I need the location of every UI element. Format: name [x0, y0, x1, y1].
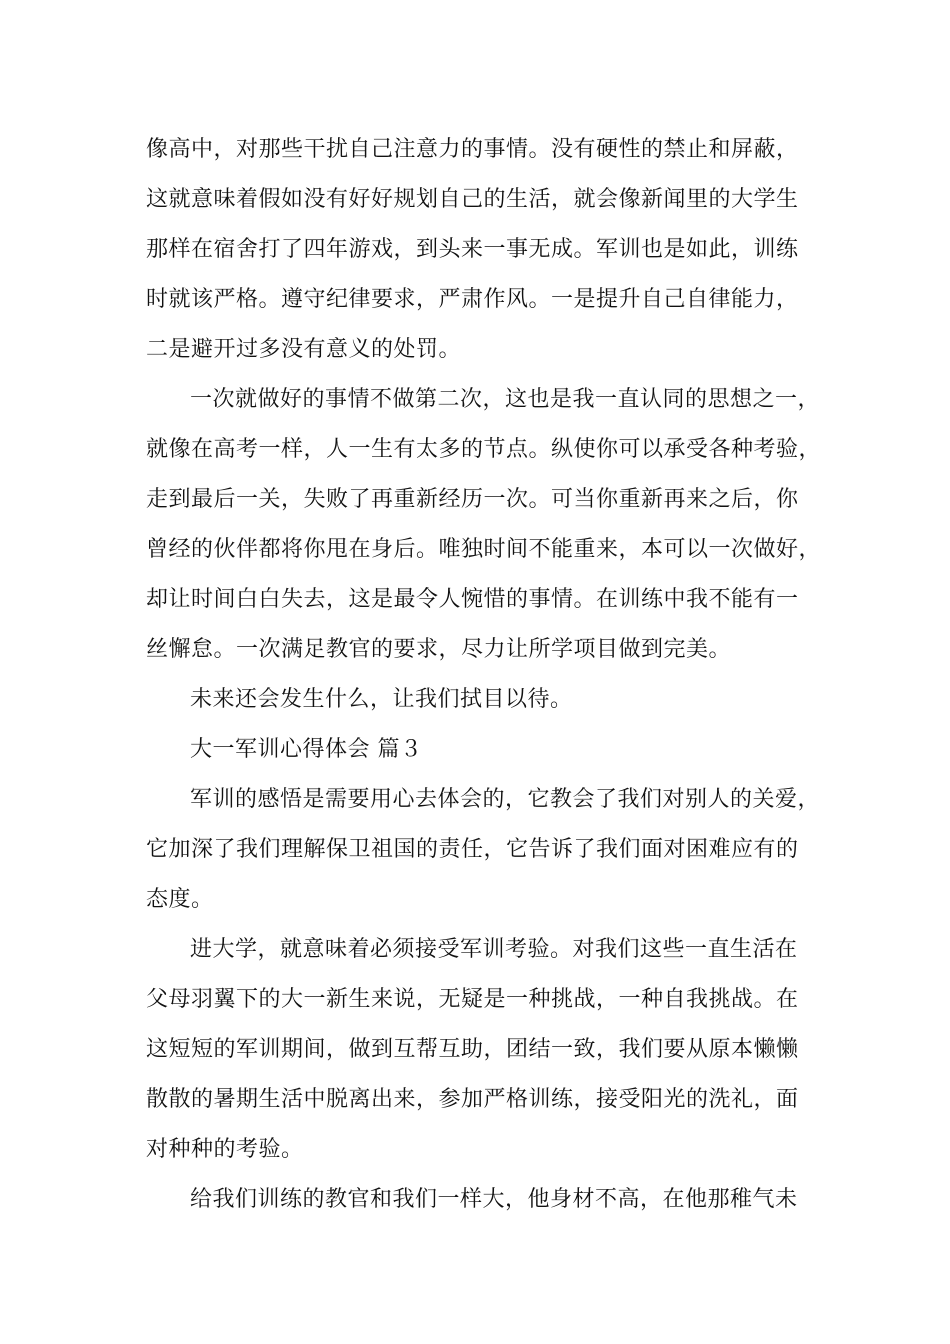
text-line: 对种种的考验。 [146, 1137, 304, 1162]
text-line: 就像在高考一样，人一生有太多的节点。纵使你可以承受各种考验， [146, 437, 822, 462]
text-line: 散散的暑期生活中脱离出来，参加严格训练，接受阳光的洗礼，面 [146, 1087, 799, 1112]
text-line: 这短短的军训期间，做到互帮互助，团结一致，我们要从原本懒懒 [146, 1037, 799, 1062]
text-line: 像高中，对那些干扰自己注意力的事情。没有硬性的禁止和屏蔽， [146, 137, 799, 162]
text-line: 走到最后一关，失败了再重新经历一次。可当你重新再来之后，你 [146, 487, 799, 512]
paragraph-first-line: 未来还会发生什么，让我们拭目以待。 [190, 687, 573, 712]
text-line: 丝懈怠。一次满足教官的要求，尽力让所学项目做到完美。 [146, 637, 732, 662]
text-line: 它加深了我们理解保卫祖国的责任，它告诉了我们面对困难应有的 [146, 837, 799, 862]
paragraph-first-line: 进大学，就意味着必须接受军训考验。对我们这些一直生活在 [190, 937, 798, 962]
text-line: 时就该严格。遵守纪律要求，严肃作风。一是提升自己自律能力， [146, 287, 799, 312]
paragraph-first-line: 一次就做好的事情不做第二次，这也是我一直认同的思想之一， [190, 387, 821, 412]
paragraph-first-line: 军训的感悟是需要用心去体会的，它教会了我们对别人的关爱， [190, 787, 821, 812]
text-line: 曾经的伙伴都将你甩在身后。唯独时间不能重来，本可以一次做好， [146, 537, 822, 562]
section-heading: 大一军训心得体会 篇３ [190, 737, 423, 762]
text-line: 二是避开过多没有意义的处罚。 [146, 337, 462, 362]
text-line: 父母羽翼下的大一新生来说，无疑是一种挑战，一种自我挑战。在 [146, 987, 799, 1012]
text-line: 却让时间白白失去，这是最令人惋惜的事情。在训练中我不能有一 [146, 587, 799, 612]
text-line: 那样在宿舍打了四年游戏，到头来一事无成。军训也是如此，训练 [146, 237, 799, 262]
text-line: 这就意味着假如没有好好规划自己的生活，就会像新闻里的大学生 [146, 187, 799, 212]
paragraph-first-line: 给我们训练的教官和我们一样大，他身材不高，在他那稚气未 [190, 1187, 798, 1212]
text-line: 态度。 [146, 887, 214, 912]
